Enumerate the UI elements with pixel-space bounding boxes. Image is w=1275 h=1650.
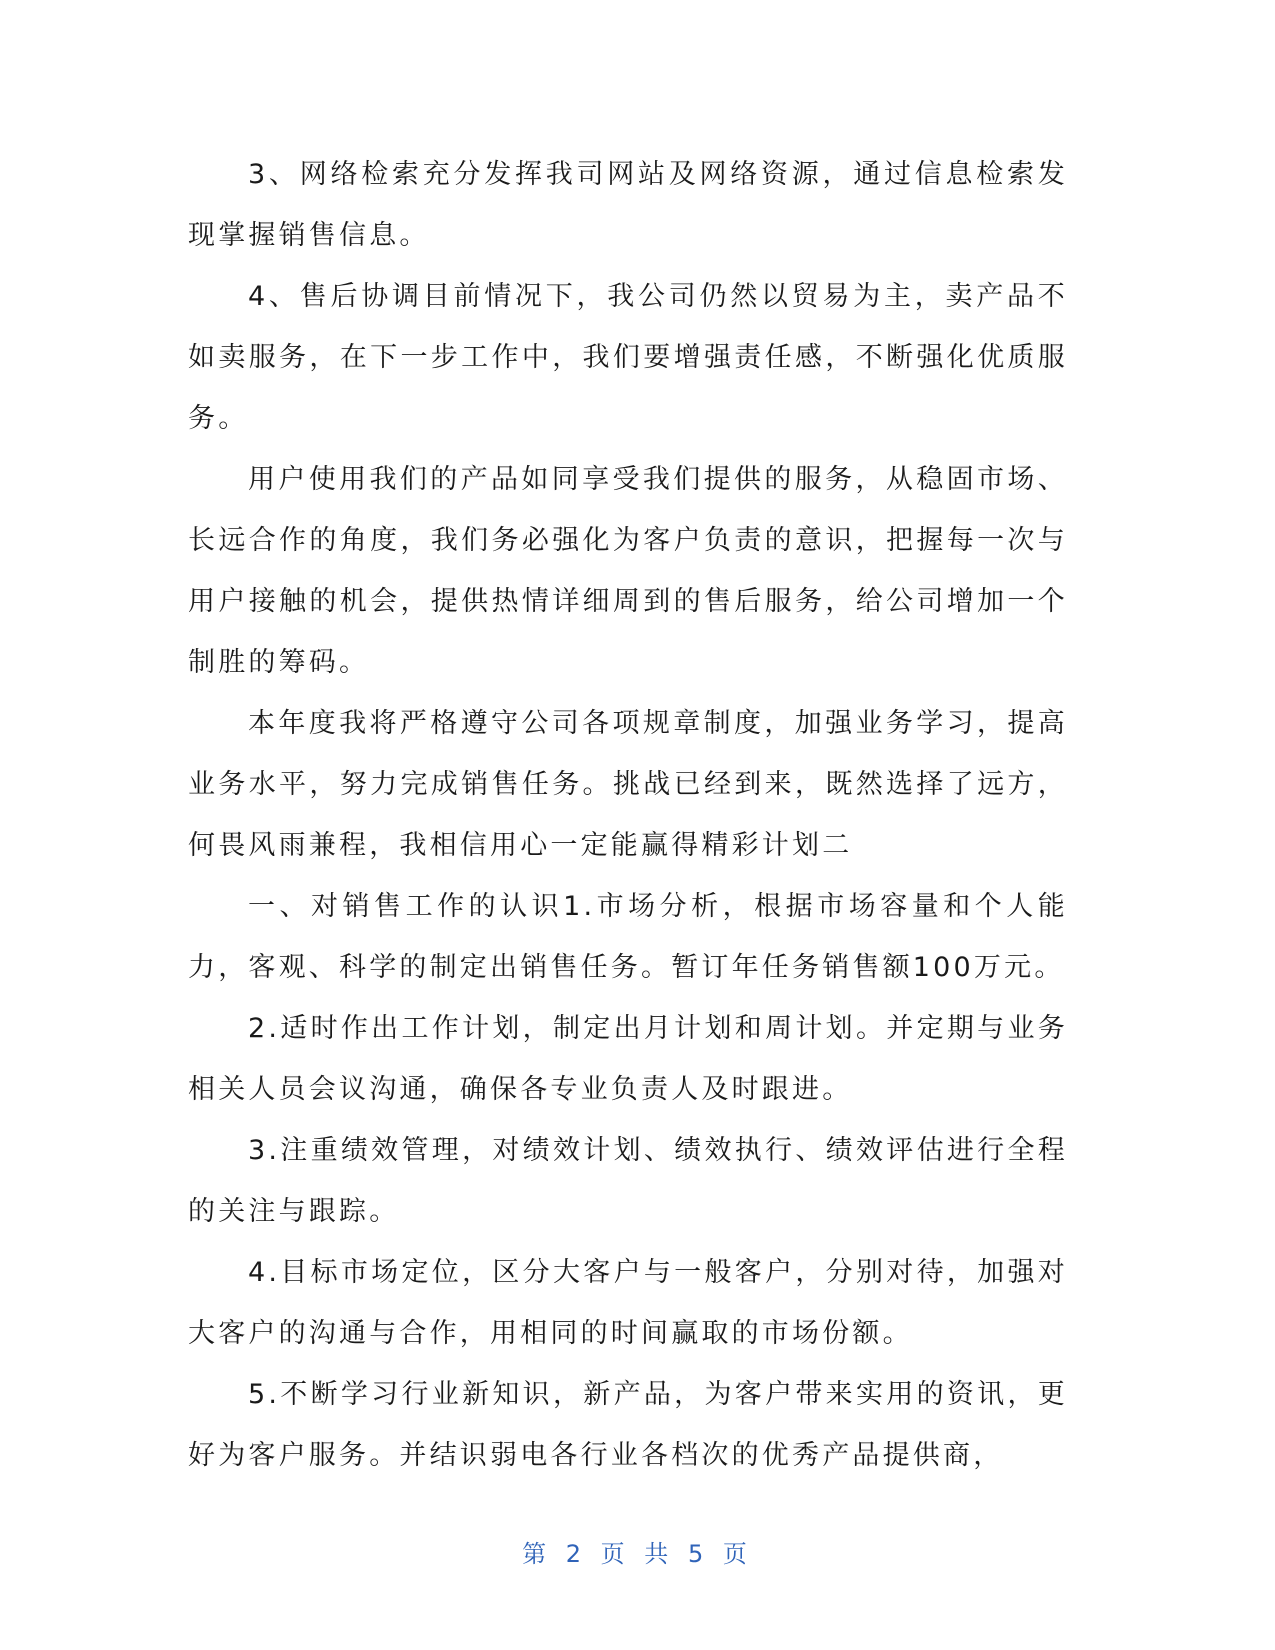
paragraph-continuous-learning: 5.不断学习行业新知识，新产品，为客户带来实用的资讯，更好为客户服务。并结识弱电各行业各档次的优秀产品提供商， [188, 1379, 1068, 1471]
paragraph-target-market: 4.目标市场定位，区分大客户与一般客户，分别对待，加强对大客户的沟通与合作，用相同的时间赢取的市场份额。 [188, 1257, 1068, 1349]
document-body [188, 144, 1068, 1486]
paragraph-sales-understanding: 一、对销售工作的认识1.市场分析，根据市场容量和个人能力，客观、科学的制定出销售任务。暂订年任务销售额100万元。 [188, 891, 1068, 983]
paragraph-network-search: 3、网络检索充分发挥我司网站及网络资源，通过信息检索发现掌握销售信息。 [188, 159, 1068, 251]
page-number-footer: 第 2 页 共 5 页 [522, 1540, 753, 1568]
paragraph-user-service: 用户使用我们的产品如同享受我们提供的服务，从稳固市场、长远合作的角度，我们务必强化为客户负责的意识，把握每一次与用户接触的机会，提供热情详细周到的售后服务，给公司增加一个制胜的筹码。 [188, 464, 1068, 678]
paragraph-performance-management: 3.注重绩效管理，对绩效计划、绩效执行、绩效评估进行全程的关注与跟踪。 [188, 1135, 1068, 1227]
paragraph-after-sales: 4、售后协调目前情况下，我公司仍然以贸易为主，卖产品不如卖服务，在下一步工作中，我们要增强责任感，不断强化优质服务。 [188, 281, 1068, 434]
paragraph-annual-commitment: 本年度我将严格遵守公司各项规章制度，加强业务学习，提高业务水平，努力完成销售任务。挑战已经到来，既然选择了远方，何畏风雨兼程，我相信用心一定能赢得精彩计划二 [188, 708, 1068, 861]
paragraph-work-plan: 2.适时作出工作计划，制定出月计划和周计划。并定期与业务相关人员会议沟通，确保各专业负责人及时跟进。 [188, 1013, 1068, 1105]
